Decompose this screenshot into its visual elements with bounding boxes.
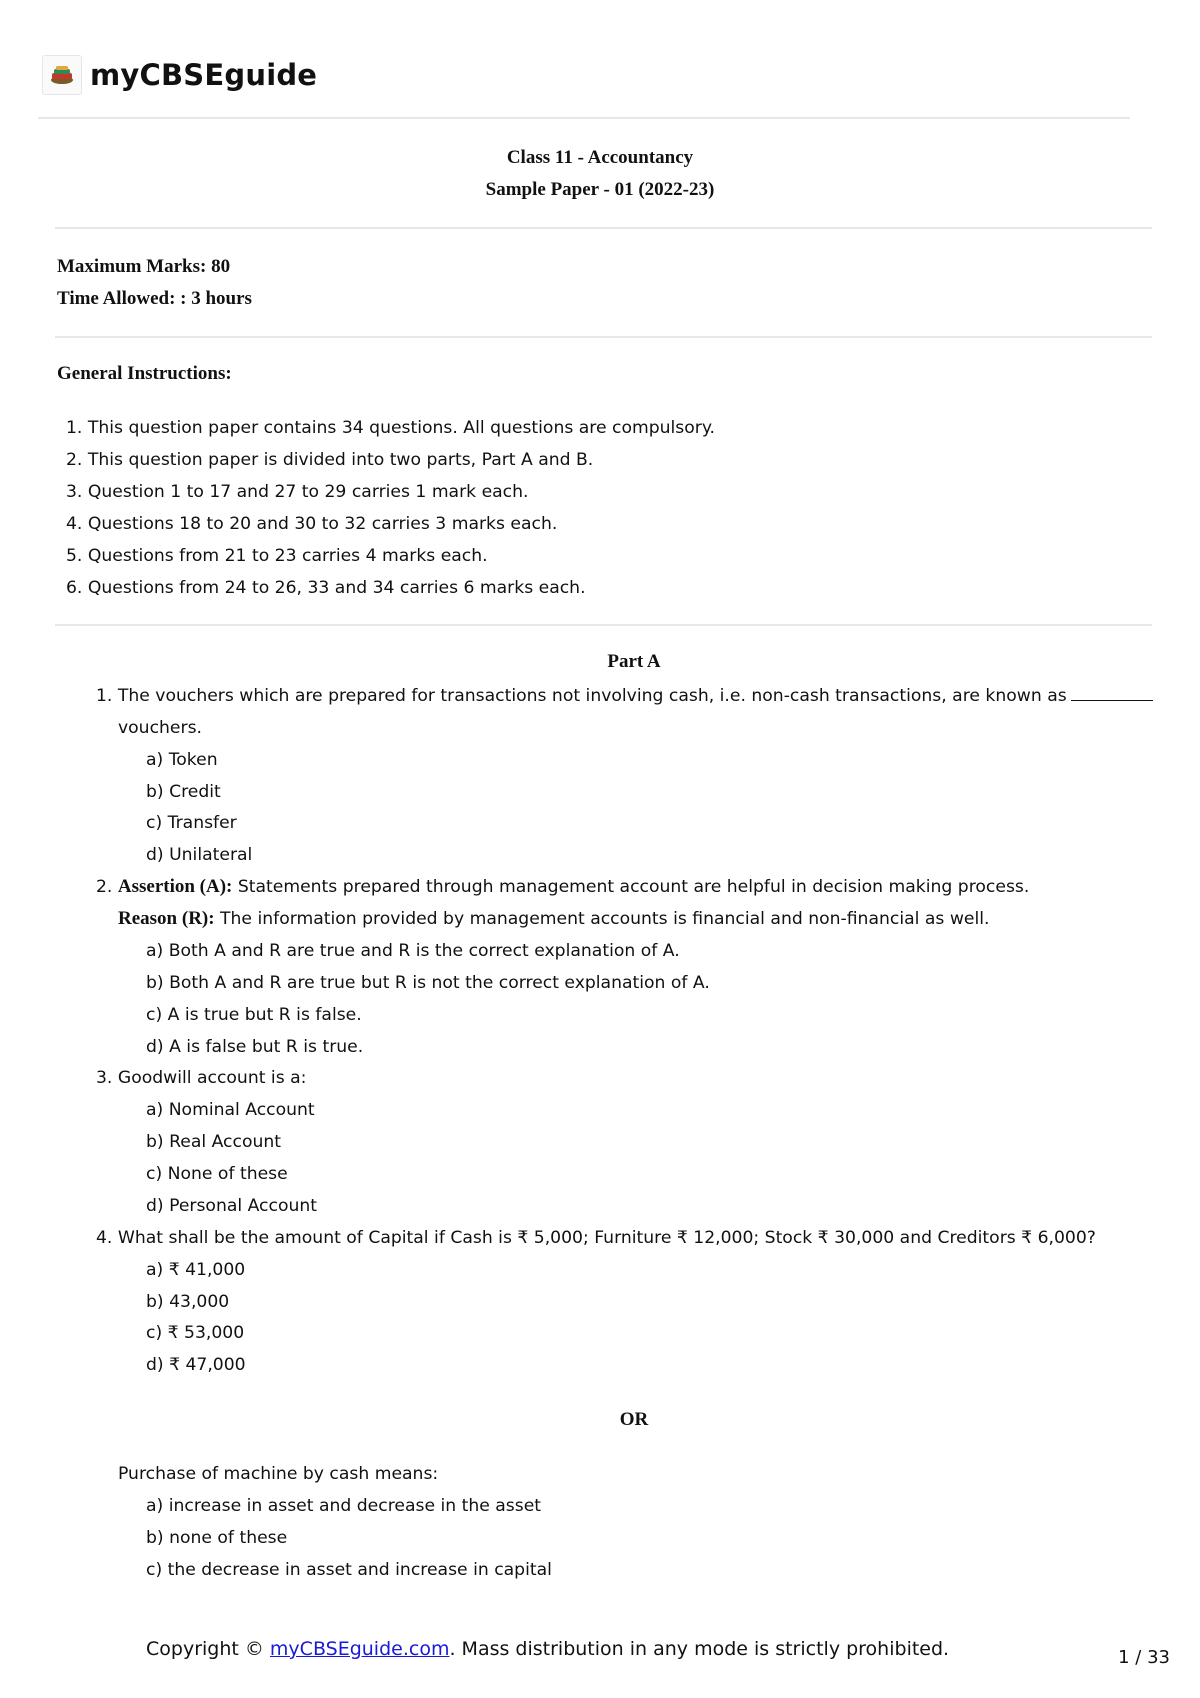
question-number: 3. bbox=[96, 1068, 113, 1088]
option: b) Real Account bbox=[146, 1132, 281, 1152]
instruction-item: 6. Questions from 24 to 26, 33 and 34 carries 6 marks each. bbox=[66, 578, 586, 598]
part-heading: Part A bbox=[607, 651, 661, 672]
question-text: The vouchers which are prepared for transactions not involving cash, i.e. non-cash transactions, are known as bbox=[117, 686, 1067, 706]
question-number: 1. bbox=[96, 686, 113, 706]
option: c) the decrease in asset and increase in capital bbox=[146, 1560, 552, 1580]
instruction-item: 4. Questions 18 to 20 and 30 to 32 carries 3 marks each. bbox=[66, 514, 558, 534]
alt-question-text: Purchase of machine by cash means: bbox=[118, 1464, 439, 1484]
option: a) increase in asset and decrease in the asset bbox=[146, 1496, 542, 1516]
divider bbox=[38, 117, 1130, 119]
question-text: What shall be the amount of Capital if Cash is ₹ 5,000; Furniture ₹ 12,000; Stock ₹ 30,000 and Creditors ₹ 6,000? bbox=[117, 1228, 1096, 1248]
brand-name: myCBSEguide bbox=[90, 58, 318, 92]
question-text: Goodwill account is a: bbox=[117, 1068, 307, 1088]
instruction-item: 2. This question paper is divided into two parts, Part A and B. bbox=[66, 450, 594, 470]
option: a) ₹ 41,000 bbox=[146, 1260, 246, 1280]
page-number: 1 / 33 bbox=[1118, 1647, 1170, 1668]
divider bbox=[55, 227, 1152, 229]
copyright-suffix: . Mass distribution in any mode is strictly prohibited. bbox=[449, 1638, 950, 1660]
site-link[interactable]: myCBSEguide.com bbox=[269, 1638, 450, 1660]
option: d) A is false but R is true. bbox=[146, 1037, 364, 1057]
copyright-footer bbox=[146, 1638, 949, 1660]
reason-label: Reason (R): bbox=[118, 908, 215, 929]
option: a) Nominal Account bbox=[146, 1100, 315, 1120]
option: a) Both A and R are true and R is the correct explanation of A. bbox=[146, 941, 680, 961]
instruction-item: 3. Question 1 to 17 and 27 to 29 carries 1 mark each. bbox=[66, 482, 529, 502]
option: c) Transfer bbox=[146, 813, 237, 833]
divider bbox=[55, 624, 1152, 626]
question-number: 4. bbox=[96, 1228, 113, 1248]
assertion-text: Statements prepared through management account are helpful in decision making process. bbox=[232, 877, 1030, 897]
class-title: Class 11 - Accountancy bbox=[506, 147, 694, 168]
option: d) Personal Account bbox=[146, 1196, 318, 1216]
option: b) Credit bbox=[146, 782, 221, 802]
sample-paper-title: Sample Paper - 01 (2022-23) bbox=[485, 179, 715, 200]
time-allowed: Time Allowed: : 3 hours bbox=[57, 288, 252, 309]
reason-line bbox=[118, 908, 989, 930]
answer-blank bbox=[1071, 686, 1153, 701]
question-2 bbox=[96, 876, 1029, 898]
option: b) Both A and R are true but R is not the correct explanation of A. bbox=[146, 973, 710, 993]
max-marks: Maximum Marks: 80 bbox=[57, 256, 231, 277]
copyright-prefix: Copyright © bbox=[146, 1638, 270, 1660]
instruction-item: 1. This question paper contains 34 questions. All questions are compulsory. bbox=[66, 418, 716, 438]
option: b) none of these bbox=[146, 1528, 288, 1548]
option: c) A is true but R is false. bbox=[146, 1005, 362, 1025]
option: c) None of these bbox=[146, 1164, 288, 1184]
instruction-item: 5. Questions from 21 to 23 carries 4 marks each. bbox=[66, 546, 488, 566]
option: b) 43,000 bbox=[146, 1292, 230, 1312]
question-3 bbox=[96, 1067, 306, 1089]
assertion-label: Assertion (A): bbox=[117, 876, 233, 897]
instructions-heading: General Instructions: bbox=[57, 363, 232, 384]
option: d) ₹ 47,000 bbox=[146, 1355, 246, 1375]
brand-header bbox=[42, 55, 317, 95]
question-number: 2. bbox=[96, 877, 113, 897]
divider bbox=[55, 336, 1152, 338]
question-4 bbox=[96, 1227, 1096, 1249]
or-separator: OR bbox=[619, 1409, 649, 1430]
logo-icon bbox=[42, 55, 82, 95]
option: a) Token bbox=[146, 750, 218, 770]
option: c) ₹ 53,000 bbox=[146, 1323, 245, 1343]
option: d) Unilateral bbox=[146, 845, 253, 865]
question-1 bbox=[96, 685, 1153, 707]
question-text-cont: vouchers. bbox=[118, 718, 202, 738]
reason-text: The information provided by management accounts is financial and non-financial as well. bbox=[214, 909, 990, 929]
